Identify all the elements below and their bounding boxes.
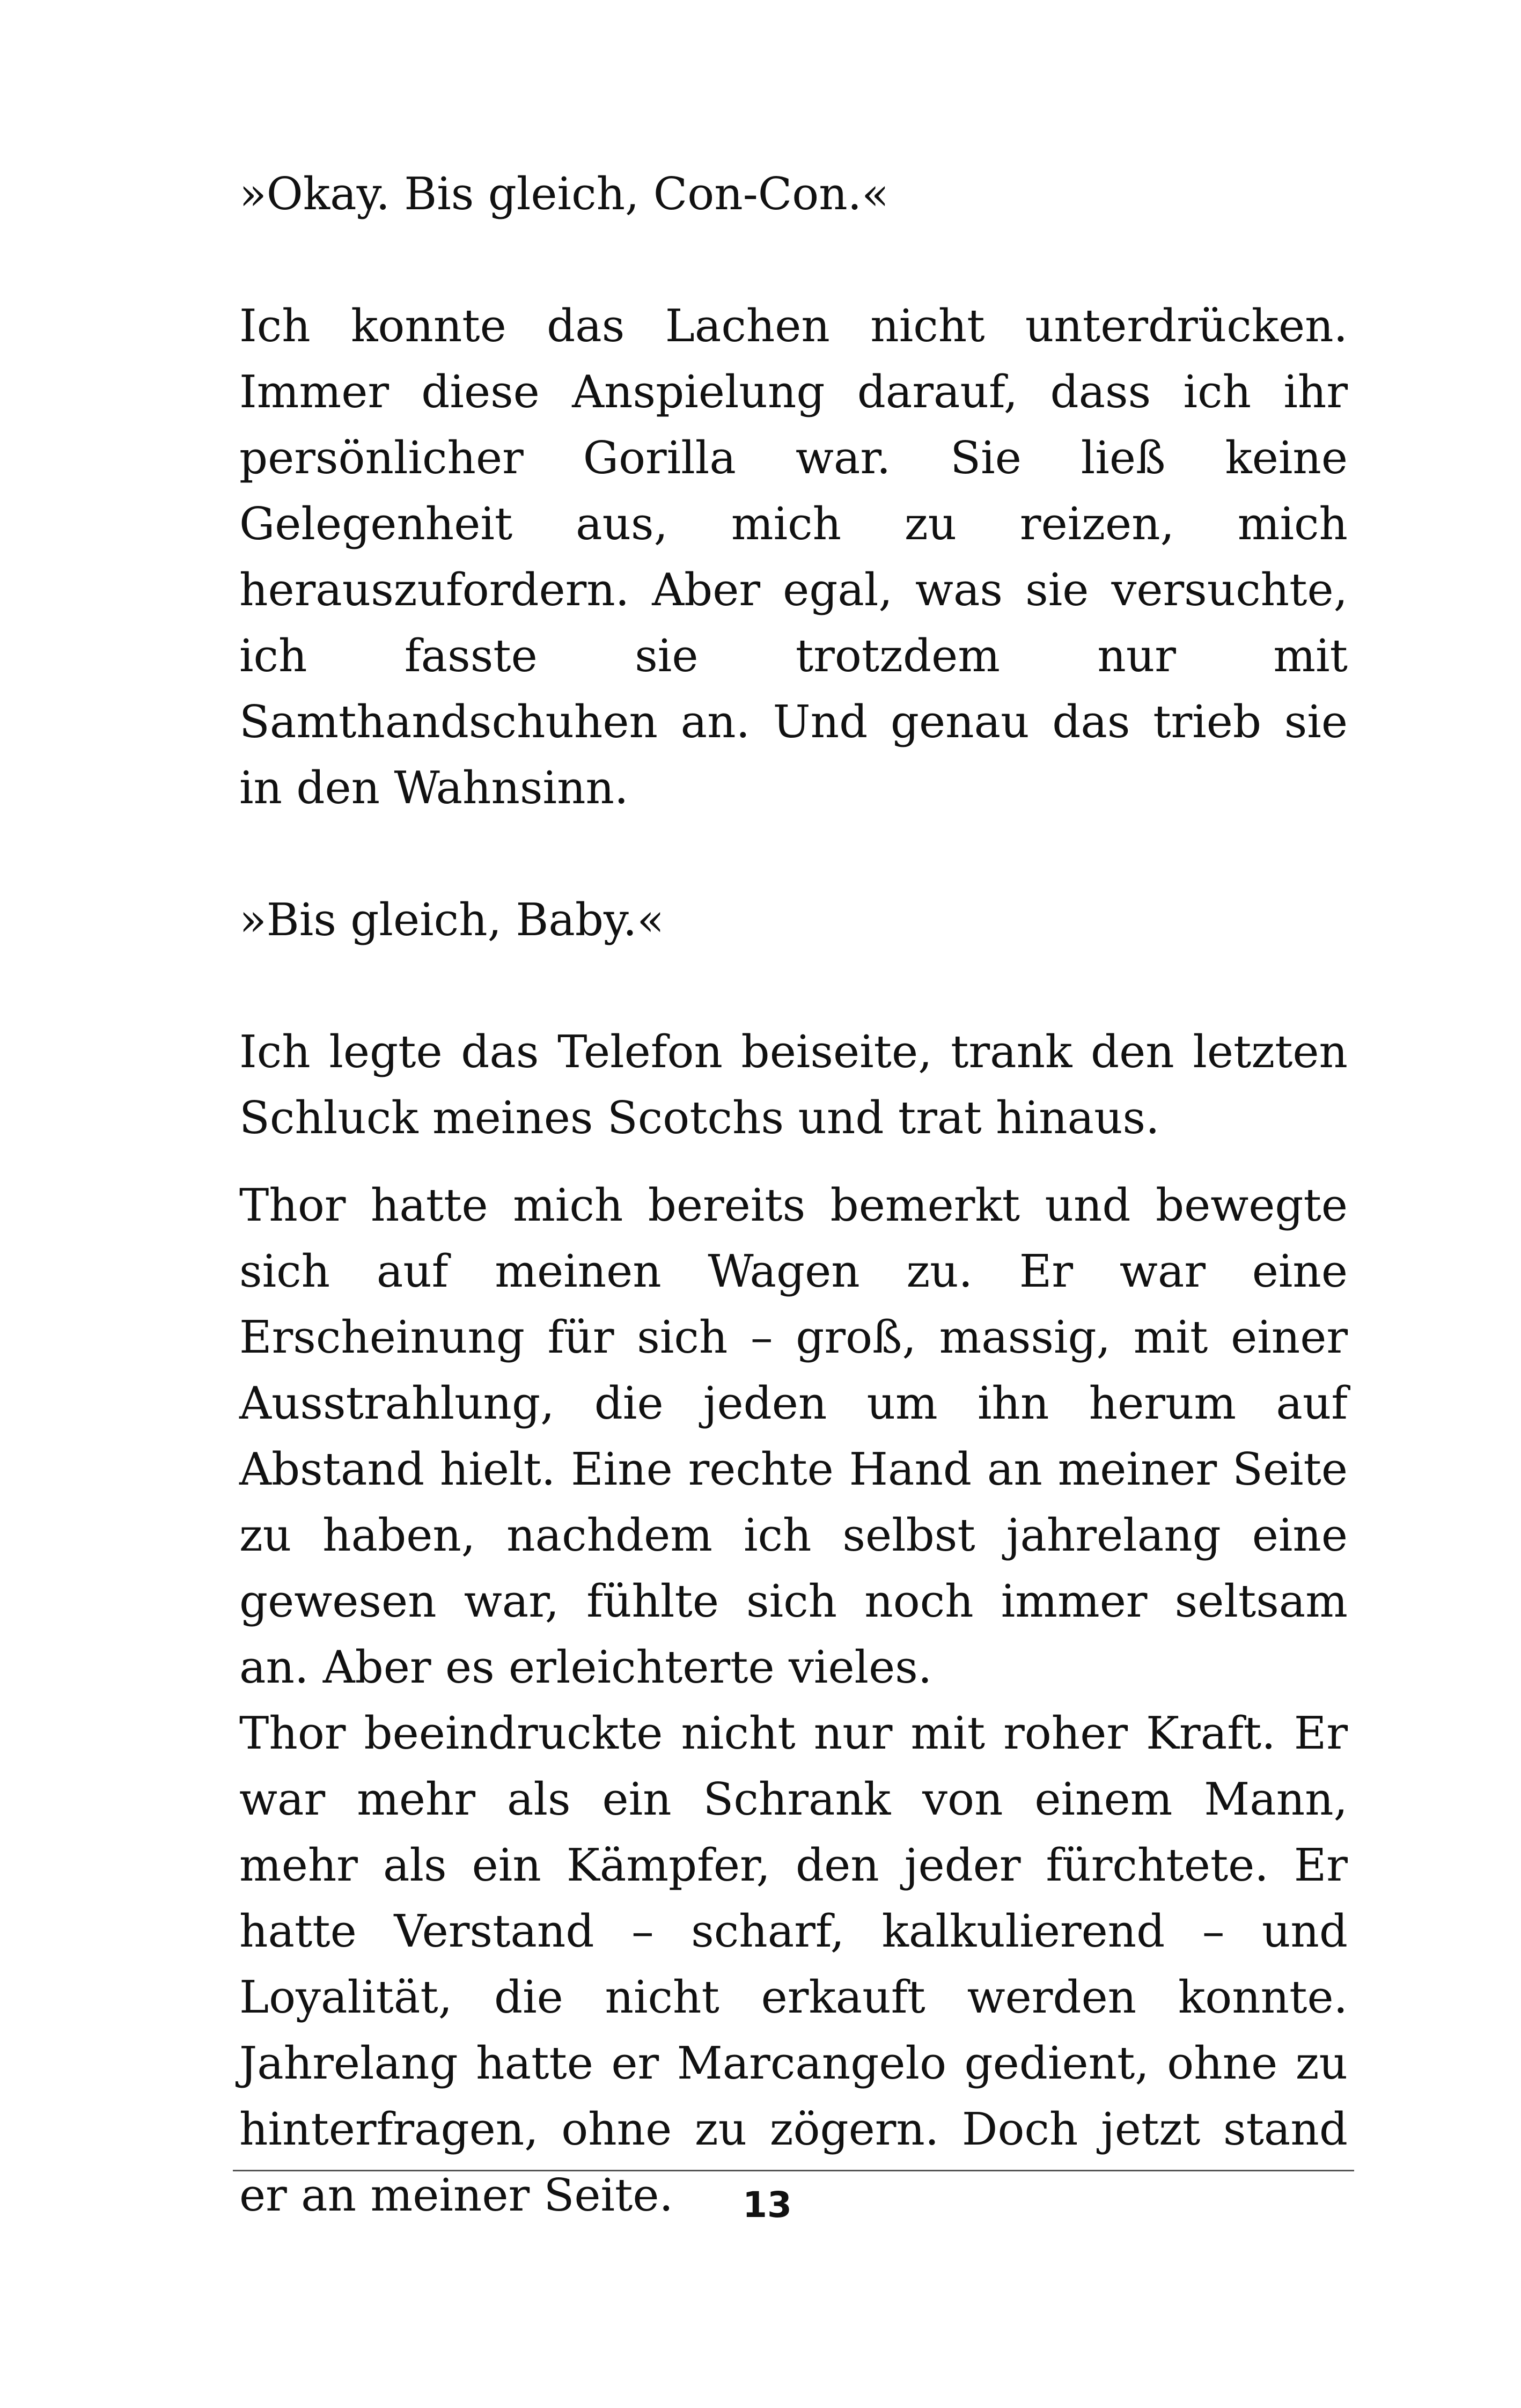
paragraph-3: Thor hatte mich bereits bemerkt und bewegte sich auf meinen Wagen zu. Er war eine Erscheinung für sich – groß, massig, mit einer Ausstrahlung, die jeden um ihn herum auf Abstand hielt. Eine rechte Hand an meiner Seite zu haben, nachdem ich selbst jahrelang eine gewesen war, fühlte sich noch immer seltsam an. Aber es erleichterte vieles.: [239, 1179, 1348, 1693]
paragraph-2: Ich legte das Telefon beiseite, trank den letzten Schluck meines Scotchs und trat hinaus.: [239, 1026, 1348, 1144]
paragraph-4: Thor beeindruckte nicht nur mit roher Kraft. Er war mehr als ein Schrank von einem Mann, mehr als ein Kämpfer, den jeder fürchtete. Er hatte Verstand – scharf, kalkulierend – und Loyalität, die nicht erkauft werden konnte. Jahrelang hatte er Marcangelo gedient, ohne zu hinterfragen, ohne zu zögern. Doch jetzt stand er an meiner Seite.: [239, 1707, 1348, 2221]
body-text: [239, 161, 1348, 2228]
page-number: 13: [743, 2184, 792, 2226]
footer-divider: [233, 2170, 1354, 2171]
paragraph-1: Ich konnte das Lachen nicht unterdrücken. Immer diese Anspielung darauf, dass ich ihr persönlicher Gorilla war. Sie ließ keine Gelegenheit aus, mich zu reizen, mich herauszufordern. Aber egal, was sie versuchte, ich fasste sie trotzdem nur mit Samthandschuhen an. Und genau das trieb sie in den Wahnsinn.: [239, 300, 1348, 814]
paragraph-dialogue-1: »Okay. Bis gleich, Con-Con.«: [239, 168, 889, 220]
paragraph-dialogue-2: »Bis gleich, Baby.«: [239, 894, 664, 946]
